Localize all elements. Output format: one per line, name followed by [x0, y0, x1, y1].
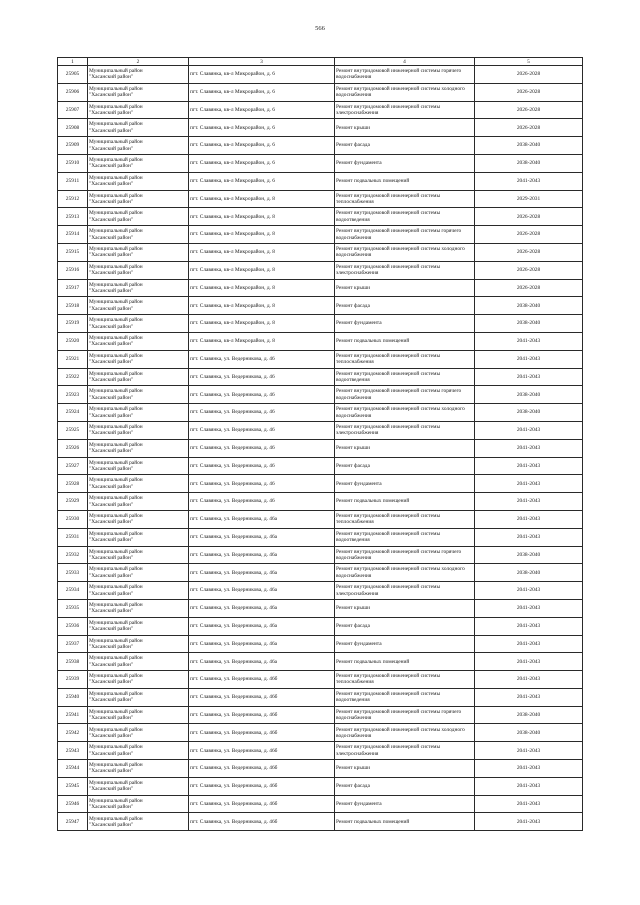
period-cell: 2038-2040: [475, 154, 583, 172]
table-row: [58, 671, 583, 689]
table-row: [58, 119, 583, 137]
table-row: [58, 457, 583, 475]
period-cell: 2038-2040: [475, 137, 583, 155]
table-row: [58, 297, 583, 315]
municipality-cell: Муниципальный район "Хасанский район": [88, 510, 189, 528]
period-cell: 2041-2043: [475, 635, 583, 653]
municipality-cell: Муниципальный район "Хасанский район": [88, 795, 189, 813]
column-number: 1: [58, 58, 88, 66]
period-cell: 2041-2043: [475, 582, 583, 600]
address-cell: пгт. Славянка, ул. Ведерникова, д. 46б: [189, 813, 335, 831]
work-type-cell: Ремонт внутридомовой инженерной системы электроснабжения: [335, 261, 475, 279]
address-cell: пгт. Славянка, ул. Ведерникова, д. 46: [189, 475, 335, 493]
table-row: [58, 599, 583, 617]
table-row: [58, 653, 583, 671]
work-type-cell: Ремонт крыши: [335, 439, 475, 457]
table-row: [58, 190, 583, 208]
row-number-cell: 25911: [58, 172, 88, 190]
row-number-cell: 25927: [58, 457, 88, 475]
address-cell: пгт. Славянка, ул. Ведерникова, д. 46а: [189, 546, 335, 564]
address-cell: пгт. Славянка, ул. Ведерникова, д. 46: [189, 404, 335, 422]
column-number: 5: [475, 58, 583, 66]
municipality-cell: Муниципальный район "Хасанский район": [88, 297, 189, 315]
municipality-cell: Муниципальный район "Хасанский район": [88, 742, 189, 760]
municipality-cell: Муниципальный район "Хасанский район": [88, 599, 189, 617]
period-cell: 2026-2028: [475, 243, 583, 261]
address-cell: пгт. Славянка, ул. Ведерникова, д. 46а: [189, 510, 335, 528]
table-row: [58, 688, 583, 706]
column-number: 2: [88, 58, 189, 66]
address-cell: пгт. Славянка, кв-л Микрорайон, д. 8: [189, 261, 335, 279]
work-type-cell: Ремонт крыши: [335, 599, 475, 617]
period-cell: 2038-2040: [475, 404, 583, 422]
period-cell: 2041-2043: [475, 475, 583, 493]
municipality-cell: Муниципальный район "Хасанский район": [88, 475, 189, 493]
row-number-cell: 25907: [58, 101, 88, 119]
period-cell: 2026-2028: [475, 261, 583, 279]
row-number-cell: 25937: [58, 635, 88, 653]
row-number-cell: 25924: [58, 404, 88, 422]
table-row: [58, 101, 583, 119]
table-row: [58, 617, 583, 635]
address-cell: пгт. Славянка, кв-л Микрорайон, д. 8: [189, 279, 335, 297]
period-cell: 2038-2040: [475, 546, 583, 564]
work-type-cell: Ремонт внутридомовой инженерной системы теплоснабжения: [335, 510, 475, 528]
row-number-cell: 25934: [58, 582, 88, 600]
table-row: [58, 439, 583, 457]
address-cell: пгт. Славянка, ул. Ведерникова, д. 46: [189, 421, 335, 439]
period-cell: 2026-2028: [475, 226, 583, 244]
municipality-cell: Муниципальный район "Хасанский район": [88, 617, 189, 635]
address-cell: пгт. Славянка, кв-л Микрорайон, д. 6: [189, 83, 335, 101]
address-cell: пгт. Славянка, ул. Ведерникова, д. 46а: [189, 528, 335, 546]
municipality-cell: Муниципальный район "Хасанский район": [88, 261, 189, 279]
municipality-cell: Муниципальный район "Хасанский район": [88, 635, 189, 653]
table-row: [58, 777, 583, 795]
municipality-cell: Муниципальный район "Хасанский район": [88, 457, 189, 475]
municipality-cell: Муниципальный район "Хасанский район": [88, 777, 189, 795]
work-type-cell: Ремонт внутридомовой инженерной системы холодного водоснабжения: [335, 404, 475, 422]
period-cell: 2041-2043: [475, 688, 583, 706]
table-row: [58, 795, 583, 813]
address-cell: пгт. Славянка, ул. Ведерникова, д. 46: [189, 386, 335, 404]
period-cell: 2026-2028: [475, 119, 583, 137]
municipality-cell: Муниципальный район "Хасанский район": [88, 315, 189, 333]
row-number-cell: 25939: [58, 671, 88, 689]
address-cell: пгт. Славянка, кв-л Микрорайон, д. 8: [189, 332, 335, 350]
row-number-cell: 25922: [58, 368, 88, 386]
work-type-cell: Ремонт крыши: [335, 119, 475, 137]
municipality-cell: Муниципальный район "Хасанский район": [88, 101, 189, 119]
address-cell: пгт. Славянка, ул. Ведерникова, д. 46б: [189, 688, 335, 706]
work-type-cell: Ремонт внутридомовой инженерной системы водоотведения: [335, 208, 475, 226]
address-cell: пгт. Славянка, ул. Ведерникова, д. 46а: [189, 617, 335, 635]
period-cell: 2026-2028: [475, 66, 583, 84]
row-number-cell: 25913: [58, 208, 88, 226]
municipality-cell: Муниципальный район "Хасанский район": [88, 226, 189, 244]
period-cell: 2038-2040: [475, 706, 583, 724]
row-number-cell: 25933: [58, 564, 88, 582]
work-type-cell: Ремонт фасада: [335, 457, 475, 475]
work-type-cell: Ремонт внутридомовой инженерной системы водоотведения: [335, 528, 475, 546]
period-cell: 2029-2031: [475, 190, 583, 208]
work-type-cell: Ремонт внутридомовой инженерной системы водоотведения: [335, 688, 475, 706]
work-type-cell: Ремонт внутридомовой инженерной системы горячего водоснабжения: [335, 226, 475, 244]
address-cell: пгт. Славянка, ул. Ведерникова, д. 46: [189, 457, 335, 475]
repair-schedule-table: [57, 57, 583, 831]
row-number-cell: 25936: [58, 617, 88, 635]
work-type-cell: Ремонт внутридомовой инженерной системы теплоснабжения: [335, 350, 475, 368]
address-cell: пгт. Славянка, ул. Ведерникова, д. 46: [189, 350, 335, 368]
address-cell: пгт. Славянка, кв-л Микрорайон, д. 6: [189, 101, 335, 119]
row-number-cell: 25928: [58, 475, 88, 493]
address-cell: пгт. Славянка, ул. Ведерникова, д. 46а: [189, 564, 335, 582]
table-row: [58, 208, 583, 226]
row-number-cell: 25916: [58, 261, 88, 279]
row-number-cell: 25947: [58, 813, 88, 831]
row-number-cell: 25940: [58, 688, 88, 706]
address-cell: пгт. Славянка, кв-л Микрорайон, д. 6: [189, 137, 335, 155]
period-cell: 2038-2040: [475, 564, 583, 582]
work-type-cell: Ремонт подвальных помещений: [335, 813, 475, 831]
municipality-cell: Муниципальный район "Хасанский район": [88, 813, 189, 831]
work-type-cell: Ремонт внутридомовой инженерной системы горячего водоснабжения: [335, 386, 475, 404]
address-cell: пгт. Славянка, ул. Ведерникова, д. 46б: [189, 777, 335, 795]
address-cell: пгт. Славянка, ул. Ведерникова, д. 46б: [189, 795, 335, 813]
work-type-cell: Ремонт крыши: [335, 760, 475, 778]
table-row: [58, 66, 583, 84]
column-number: 3: [189, 58, 335, 66]
table-row: [58, 83, 583, 101]
municipality-cell: Муниципальный район "Хасанский район": [88, 421, 189, 439]
table-row: [58, 760, 583, 778]
table-row: [58, 528, 583, 546]
row-number-cell: 25920: [58, 332, 88, 350]
address-cell: пгт. Славянка, ул. Ведерникова, д. 46: [189, 368, 335, 386]
row-number-cell: 25935: [58, 599, 88, 617]
work-type-cell: Ремонт внутридомовой инженерной системы холодного водоснабжения: [335, 83, 475, 101]
table-row: [58, 742, 583, 760]
row-number-cell: 25912: [58, 190, 88, 208]
table-row: [58, 261, 583, 279]
address-cell: пгт. Славянка, кв-л Микрорайон, д. 6: [189, 119, 335, 137]
row-number-cell: 25943: [58, 742, 88, 760]
work-type-cell: Ремонт внутридомовой инженерной системы холодного водоснабжения: [335, 243, 475, 261]
row-number-cell: 25921: [58, 350, 88, 368]
address-cell: пгт. Славянка, ул. Ведерникова, д. 46: [189, 493, 335, 511]
period-cell: 2041-2043: [475, 653, 583, 671]
row-number-cell: 25923: [58, 386, 88, 404]
period-cell: 2041-2043: [475, 172, 583, 190]
municipality-cell: Муниципальный район "Хасанский район": [88, 332, 189, 350]
work-type-cell: Ремонт внутридомовой инженерной системы водоотведения: [335, 368, 475, 386]
period-cell: 2041-2043: [475, 350, 583, 368]
work-type-cell: Ремонт внутридомовой инженерной системы холодного водоснабжения: [335, 564, 475, 582]
work-type-cell: Ремонт внутридомовой инженерной системы электроснабжения: [335, 582, 475, 600]
municipality-cell: Муниципальный район "Хасанский район": [88, 350, 189, 368]
municipality-cell: Муниципальный район "Хасанский район": [88, 208, 189, 226]
period-cell: 2041-2043: [475, 493, 583, 511]
row-number-cell: 25905: [58, 66, 88, 84]
row-number-cell: 25918: [58, 297, 88, 315]
row-number-cell: 25908: [58, 119, 88, 137]
work-type-cell: Ремонт внутридомовой инженерной системы горячего водоснабжения: [335, 66, 475, 84]
period-cell: 2041-2043: [475, 528, 583, 546]
work-type-cell: Ремонт внутридомовой инженерной системы холодного водоснабжения: [335, 724, 475, 742]
row-number-cell: 25910: [58, 154, 88, 172]
row-number-cell: 25926: [58, 439, 88, 457]
work-type-cell: Ремонт фундамента: [335, 154, 475, 172]
period-cell: 2026-2028: [475, 83, 583, 101]
period-cell: 2041-2043: [475, 813, 583, 831]
period-cell: 2026-2028: [475, 101, 583, 119]
period-cell: 2041-2043: [475, 421, 583, 439]
municipality-cell: Муниципальный район "Хасанский район": [88, 724, 189, 742]
municipality-cell: Муниципальный район "Хасанский район": [88, 439, 189, 457]
period-cell: 2041-2043: [475, 332, 583, 350]
municipality-cell: Муниципальный район "Хасанский район": [88, 279, 189, 297]
municipality-cell: Муниципальный район "Хасанский район": [88, 653, 189, 671]
work-type-cell: Ремонт внутридомовой инженерной системы электроснабжения: [335, 742, 475, 760]
table-row: [58, 154, 583, 172]
table-body: [58, 58, 583, 831]
row-number-cell: 25945: [58, 777, 88, 795]
row-number-cell: 25938: [58, 653, 88, 671]
period-cell: 2041-2043: [475, 439, 583, 457]
table-row: [58, 421, 583, 439]
table-row: [58, 582, 583, 600]
table-row: [58, 475, 583, 493]
table-row: [58, 332, 583, 350]
address-cell: пгт. Славянка, ул. Ведерникова, д. 46б: [189, 760, 335, 778]
row-number-cell: 25944: [58, 760, 88, 778]
address-cell: пгт. Славянка, кв-л Микрорайон, д. 6: [189, 172, 335, 190]
table-row: [58, 226, 583, 244]
period-cell: 2038-2040: [475, 315, 583, 333]
address-cell: пгт. Славянка, кв-л Микрорайон, д. 8: [189, 208, 335, 226]
table-row: [58, 279, 583, 297]
period-cell: 2041-2043: [475, 617, 583, 635]
table-row: [58, 546, 583, 564]
municipality-cell: Муниципальный район "Хасанский район": [88, 671, 189, 689]
row-number-cell: 25946: [58, 795, 88, 813]
address-cell: пгт. Славянка, ул. Ведерникова, д. 46а: [189, 582, 335, 600]
table-row: [58, 564, 583, 582]
address-cell: пгт. Славянка, ул. Ведерникова, д. 46б: [189, 706, 335, 724]
period-cell: 2041-2043: [475, 777, 583, 795]
table-row: [58, 350, 583, 368]
table-row: [58, 813, 583, 831]
work-type-cell: Ремонт подвальных помещений: [335, 172, 475, 190]
row-number-cell: 25932: [58, 546, 88, 564]
row-number-cell: 25909: [58, 137, 88, 155]
row-number-cell: 25915: [58, 243, 88, 261]
municipality-cell: Муниципальный район "Хасанский район": [88, 119, 189, 137]
municipality-cell: Муниципальный район "Хасанский район": [88, 154, 189, 172]
municipality-cell: Муниципальный район "Хасанский район": [88, 137, 189, 155]
table-row: [58, 635, 583, 653]
work-type-cell: Ремонт фасада: [335, 137, 475, 155]
address-cell: пгт. Славянка, кв-л Микрорайон, д. 6: [189, 154, 335, 172]
work-type-cell: Ремонт внутридомовой инженерной системы горячего водоснабжения: [335, 546, 475, 564]
table-row: [58, 493, 583, 511]
table-row: [58, 172, 583, 190]
work-type-cell: Ремонт подвальных помещений: [335, 493, 475, 511]
address-cell: пгт. Славянка, ул. Ведерникова, д. 46а: [189, 599, 335, 617]
municipality-cell: Муниципальный район "Хасанский район": [88, 493, 189, 511]
work-type-cell: Ремонт внутридомовой инженерной системы теплоснабжения: [335, 671, 475, 689]
table-row: [58, 315, 583, 333]
municipality-cell: Муниципальный район "Хасанский район": [88, 190, 189, 208]
period-cell: 2038-2040: [475, 386, 583, 404]
municipality-cell: Муниципальный район "Хасанский район": [88, 706, 189, 724]
municipality-cell: Муниципальный район "Хасанский район": [88, 368, 189, 386]
table-row: [58, 137, 583, 155]
address-cell: пгт. Славянка, ул. Ведерникова, д. 46а: [189, 653, 335, 671]
period-cell: 2038-2040: [475, 297, 583, 315]
row-number-cell: 25925: [58, 421, 88, 439]
period-cell: 2041-2043: [475, 599, 583, 617]
table-row: [58, 510, 583, 528]
municipality-cell: Муниципальный район "Хасанский район": [88, 760, 189, 778]
work-type-cell: Ремонт фасада: [335, 617, 475, 635]
work-type-cell: Ремонт крыши: [335, 279, 475, 297]
address-cell: пгт. Славянка, кв-л Микрорайон, д. 8: [189, 226, 335, 244]
address-cell: пгт. Славянка, кв-л Микрорайон, д. 8: [189, 243, 335, 261]
row-number-cell: 25906: [58, 83, 88, 101]
page-number: 566: [315, 25, 325, 32]
work-type-cell: Ремонт внутридомовой инженерной системы электроснабжения: [335, 421, 475, 439]
table-row: [58, 706, 583, 724]
period-cell: 2026-2028: [475, 279, 583, 297]
period-cell: 2041-2043: [475, 795, 583, 813]
work-type-cell: Ремонт внутридомовой инженерной системы теплоснабжения: [335, 190, 475, 208]
address-cell: пгт. Славянка, ул. Ведерникова, д. 46б: [189, 742, 335, 760]
address-cell: пгт. Славянка, кв-л Микрорайон, д. 8: [189, 190, 335, 208]
address-cell: пгт. Славянка, ул. Ведерникова, д. 46б: [189, 671, 335, 689]
address-cell: пгт. Славянка, ул. Ведерникова, д. 46а: [189, 635, 335, 653]
period-cell: 2041-2043: [475, 742, 583, 760]
row-number-cell: 25942: [58, 724, 88, 742]
work-type-cell: Ремонт подвальных помещений: [335, 653, 475, 671]
row-number-cell: 25941: [58, 706, 88, 724]
period-cell: 2041-2043: [475, 510, 583, 528]
municipality-cell: Муниципальный район "Хасанский район": [88, 546, 189, 564]
period-cell: 2038-2040: [475, 724, 583, 742]
row-number-cell: 25917: [58, 279, 88, 297]
period-cell: 2041-2043: [475, 457, 583, 475]
period-cell: 2041-2043: [475, 368, 583, 386]
municipality-cell: Муниципальный район "Хасанский район": [88, 688, 189, 706]
column-number-row: [58, 58, 583, 66]
municipality-cell: Муниципальный район "Хасанский район": [88, 528, 189, 546]
work-type-cell: Ремонт внутридомовой инженерной системы горячего водоснабжения: [335, 706, 475, 724]
table-row: [58, 724, 583, 742]
period-cell: 2026-2028: [475, 208, 583, 226]
period-cell: 2041-2043: [475, 760, 583, 778]
table-row: [58, 404, 583, 422]
work-type-cell: Ремонт фасада: [335, 777, 475, 795]
municipality-cell: Муниципальный район "Хасанский район": [88, 83, 189, 101]
row-number-cell: 25930: [58, 510, 88, 528]
row-number-cell: 25914: [58, 226, 88, 244]
address-cell: пгт. Славянка, кв-л Микрорайон, д. 8: [189, 297, 335, 315]
column-number: 4: [335, 58, 475, 66]
work-type-cell: Ремонт фасада: [335, 297, 475, 315]
municipality-cell: Муниципальный район "Хасанский район": [88, 172, 189, 190]
municipality-cell: Муниципальный район "Хасанский район": [88, 564, 189, 582]
work-type-cell: Ремонт подвальных помещений: [335, 332, 475, 350]
period-cell: 2041-2043: [475, 671, 583, 689]
municipality-cell: Муниципальный район "Хасанский район": [88, 243, 189, 261]
table-row: [58, 386, 583, 404]
work-type-cell: Ремонт фундамента: [335, 795, 475, 813]
address-cell: пгт. Славянка, кв-л Микрорайон, д. 8: [189, 315, 335, 333]
table-row: [58, 243, 583, 261]
municipality-cell: Муниципальный район "Хасанский район": [88, 582, 189, 600]
work-type-cell: Ремонт фундамента: [335, 635, 475, 653]
row-number-cell: 25929: [58, 493, 88, 511]
work-type-cell: Ремонт фундамента: [335, 315, 475, 333]
row-number-cell: 25931: [58, 528, 88, 546]
work-type-cell: Ремонт внутридомовой инженерной системы электроснабжения: [335, 101, 475, 119]
municipality-cell: Муниципальный район "Хасанский район": [88, 404, 189, 422]
address-cell: пгт. Славянка, ул. Ведерникова, д. 46б: [189, 724, 335, 742]
address-cell: пгт. Славянка, ул. Ведерникова, д. 46: [189, 439, 335, 457]
work-type-cell: Ремонт фундамента: [335, 475, 475, 493]
address-cell: пгт. Славянка, кв-л Микрорайон, д. 6: [189, 66, 335, 84]
municipality-cell: Муниципальный район "Хасанский район": [88, 66, 189, 84]
municipality-cell: Муниципальный район "Хасанский район": [88, 386, 189, 404]
row-number-cell: 25919: [58, 315, 88, 333]
table-row: [58, 368, 583, 386]
